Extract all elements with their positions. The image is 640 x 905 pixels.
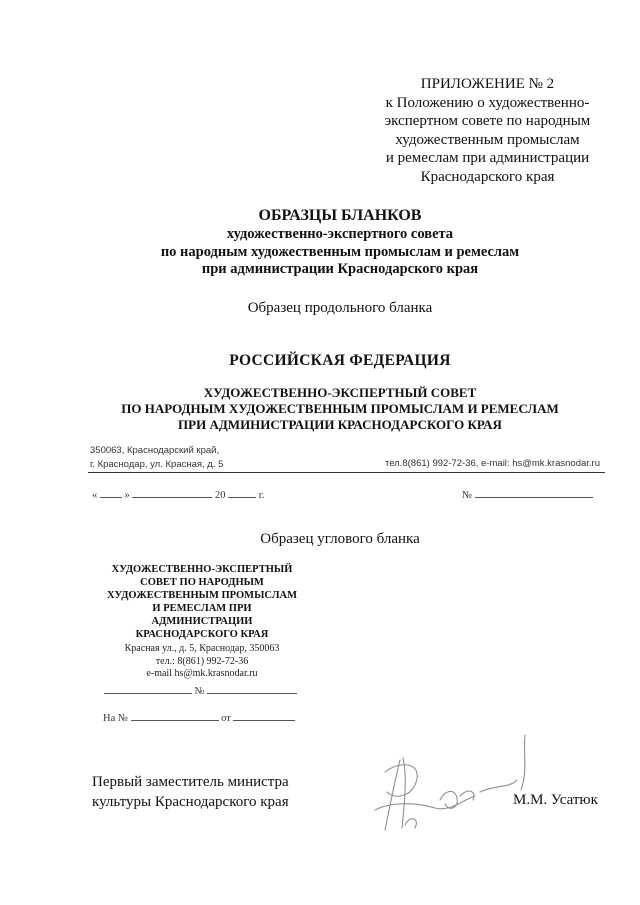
form-contacts: тел.8(861) 992-72-36, e-mail: hs@mk.krasnodar.ru <box>384 458 600 469</box>
corner-ref-from: от <box>221 713 231 724</box>
appendix-header <box>360 75 615 186</box>
open-quote: « <box>92 490 98 501</box>
appendix-line: художественным промыслам <box>395 131 580 148</box>
document-title <box>100 206 580 279</box>
corner-address <box>92 643 312 681</box>
title-sub-line: по народным художественным промыслам и ремеслам <box>160 243 520 260</box>
council-line: ПРИ АДМИНИСТРАЦИИ КРАСНОДАРСКОГО КРАЯ <box>178 417 502 432</box>
corner-ref-prefix: На № <box>103 713 128 724</box>
number-sign: № <box>462 490 473 501</box>
corner-address-line: Красная ул., д. 5, Краснодар, 350063 <box>124 643 280 654</box>
title-sub <box>100 226 580 279</box>
form-divider <box>88 472 605 473</box>
country-heading: РОССИЙСКАЯ ФЕДЕРАЦИЯ <box>229 352 451 369</box>
longitudinal-form-caption: Образец продольного бланка <box>247 300 433 316</box>
corner-name-line: КРАСНОДАРСКОГО КРАЯ <box>135 629 269 640</box>
corner-number-blank <box>207 683 297 694</box>
signer-name: М.М. Усатюк <box>513 792 598 808</box>
corner-name-line: СОВЕТ ПО НАРОДНЫМ <box>140 577 264 588</box>
corner-letterhead <box>92 563 312 681</box>
title-sub-line: художественно-экспертного совета <box>226 226 454 242</box>
address-line: г. Краснодар, ул. Красная, д. 5 <box>90 459 224 470</box>
corner-form-caption: Образец углового бланка <box>260 531 420 547</box>
council-line: ПО НАРОДНЫМ ХУДОЖЕСТВЕННЫМ ПРОМЫСЛАМ И РЕМЕСЛАМ <box>121 401 559 416</box>
month-blank <box>132 487 212 498</box>
form-address <box>90 444 223 472</box>
year-blank <box>228 487 256 498</box>
corner-name-line: И РЕМЕСЛАМ ПРИ <box>152 603 252 614</box>
corner-date-blank <box>104 683 192 694</box>
corner-name-line: АДМИНИСТРАЦИИ <box>151 616 253 627</box>
corner-name-line: ХУДОЖЕСТВЕННЫМ ПРОМЫСЛАМ <box>106 590 298 601</box>
title-main: ОБРАЗЦЫ БЛАНКОВ <box>258 207 422 224</box>
corner-name-line: ХУДОЖЕСТВЕННО-ЭКСПЕРТНЫЙ <box>111 564 293 575</box>
council-line: ХУДОЖЕСТВЕННО-ЭКСПЕРТНЫЙ СОВЕТ <box>203 385 477 400</box>
address-line: 350063, Краснодарский край, <box>90 445 220 456</box>
corner-ref-blank <box>131 710 219 721</box>
appendix-line: и ремеслам при администрации <box>385 150 590 166</box>
day-blank <box>100 487 122 498</box>
appendix-line: ПРИЛОЖЕНИЕ № 2 <box>420 76 555 92</box>
corner-address-line: тел.: 8(861) 992-72-36 <box>155 655 249 667</box>
signer-position <box>92 772 289 812</box>
date-field <box>92 487 265 501</box>
appendix-line: экспертном совете по народным <box>384 113 591 129</box>
close-quote: » <box>124 490 130 501</box>
corner-address-line: e-mail hs@mk.krasnodar.ru <box>146 668 258 679</box>
number-field <box>462 487 593 501</box>
year-suffix: г. <box>258 490 265 501</box>
corner-number-sign: № <box>194 686 205 697</box>
corner-number-field <box>104 683 297 697</box>
appendix-line: Краснодарского края <box>420 168 555 185</box>
corner-ref-date-blank <box>233 710 295 721</box>
appendix-line: к Положению о художественно- <box>385 94 590 111</box>
year-prefix: 20 <box>215 490 226 501</box>
corner-reference-field <box>103 710 295 724</box>
title-sub-line: при администрации Краснодарского края <box>201 261 479 277</box>
corner-council-name <box>92 563 312 641</box>
number-blank <box>475 487 593 498</box>
council-heading <box>90 385 590 433</box>
handwritten-signature <box>345 730 545 850</box>
signer-position-line: культуры Краснодарского края <box>92 794 289 810</box>
signer-position-line: Первый заместитель министра <box>92 774 289 790</box>
